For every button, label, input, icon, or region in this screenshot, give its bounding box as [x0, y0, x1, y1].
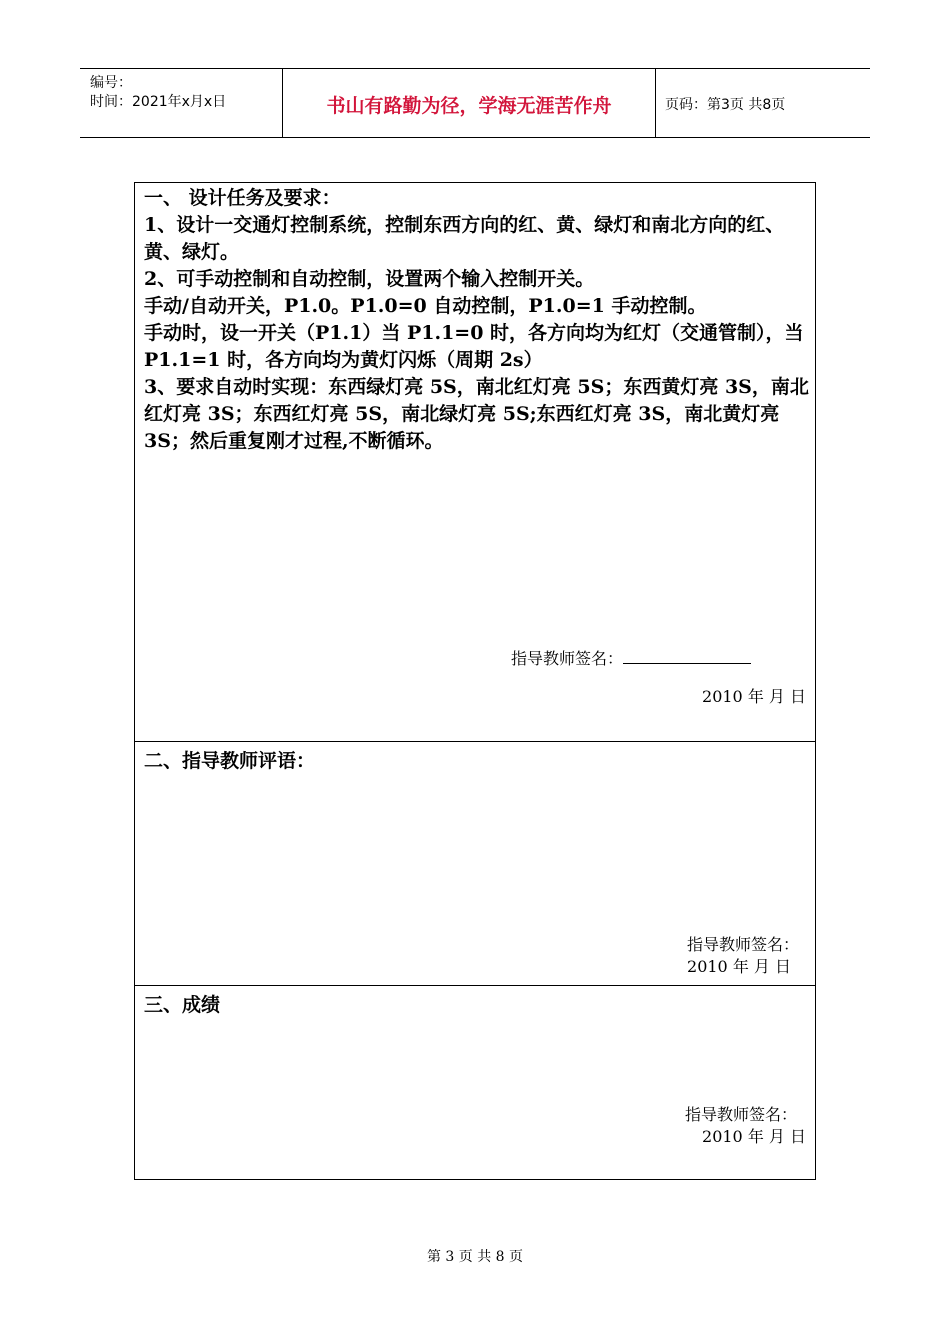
design-task-title: 一、 设计任务及要求：	[144, 187, 341, 209]
section-grade	[135, 985, 815, 1180]
teacher-comments-title: 二、指导教师评语：	[144, 750, 316, 772]
design-task-line-1: 1、设计一交通灯控制系统，控制东西方向的红、黄、绿灯和南北方向的红、黄、绿灯。	[144, 214, 785, 263]
header-right-cell	[655, 69, 870, 137]
header-middle-cell	[282, 69, 656, 137]
section2-date: 2010 年 月 日	[687, 957, 791, 976]
section3-date: 2010 年 月 日	[702, 1127, 806, 1146]
section1-signature	[511, 646, 751, 669]
section1-signature-label: 指导教师签名：	[511, 649, 624, 668]
serial-label: 编号：	[90, 75, 132, 91]
section2-signature-label: 指导教师签名：	[686, 935, 799, 954]
design-task-line-4: 手动时，设一开关（P1.1）当 P1.1=0 时，各方向均为红灯（交通管制），当 P1.1=1 时，各方向均为黄灯闪烁（周期 2s）	[144, 322, 804, 371]
header-left-cell	[80, 69, 282, 137]
header-motto: 书山有路勤为径，学海无涯苦作舟	[326, 95, 612, 117]
section1-date: 2010 年 月 日	[702, 687, 806, 706]
page-footer: 第 3 页 共 8 页	[426, 1249, 524, 1265]
header-page-label: 页码：第3页 共8页	[665, 97, 786, 113]
section3-signature-label: 指导教师签名：	[684, 1105, 797, 1124]
signature-line	[623, 649, 751, 664]
design-task-text	[144, 185, 810, 455]
page-header	[80, 68, 870, 138]
section-design-task	[135, 183, 815, 741]
time-label: 时间：2021年x月x日	[90, 94, 227, 110]
assessment-form	[134, 182, 816, 1180]
design-task-line-3: 手动/自动开关，P1.0。P1.0=0 自动控制，P1.0=1 手动控制。	[144, 295, 707, 317]
section-teacher-comments	[135, 741, 815, 985]
design-task-line-2: 2、可手动控制和自动控制，设置两个输入控制开关。	[144, 268, 595, 290]
grade-title: 三、成绩	[144, 994, 221, 1016]
design-task-line-5: 3、要求自动时实现：东西绿灯亮 5S，南北红灯亮 5S；东西黄灯亮 3S，南北红灯亮 3S；东西红灯亮 5S，南北绿灯亮 5S;东西红灯亮 3S，南北黄灯亮 3S；然后重复刚才过程,不断循环。	[144, 376, 809, 452]
